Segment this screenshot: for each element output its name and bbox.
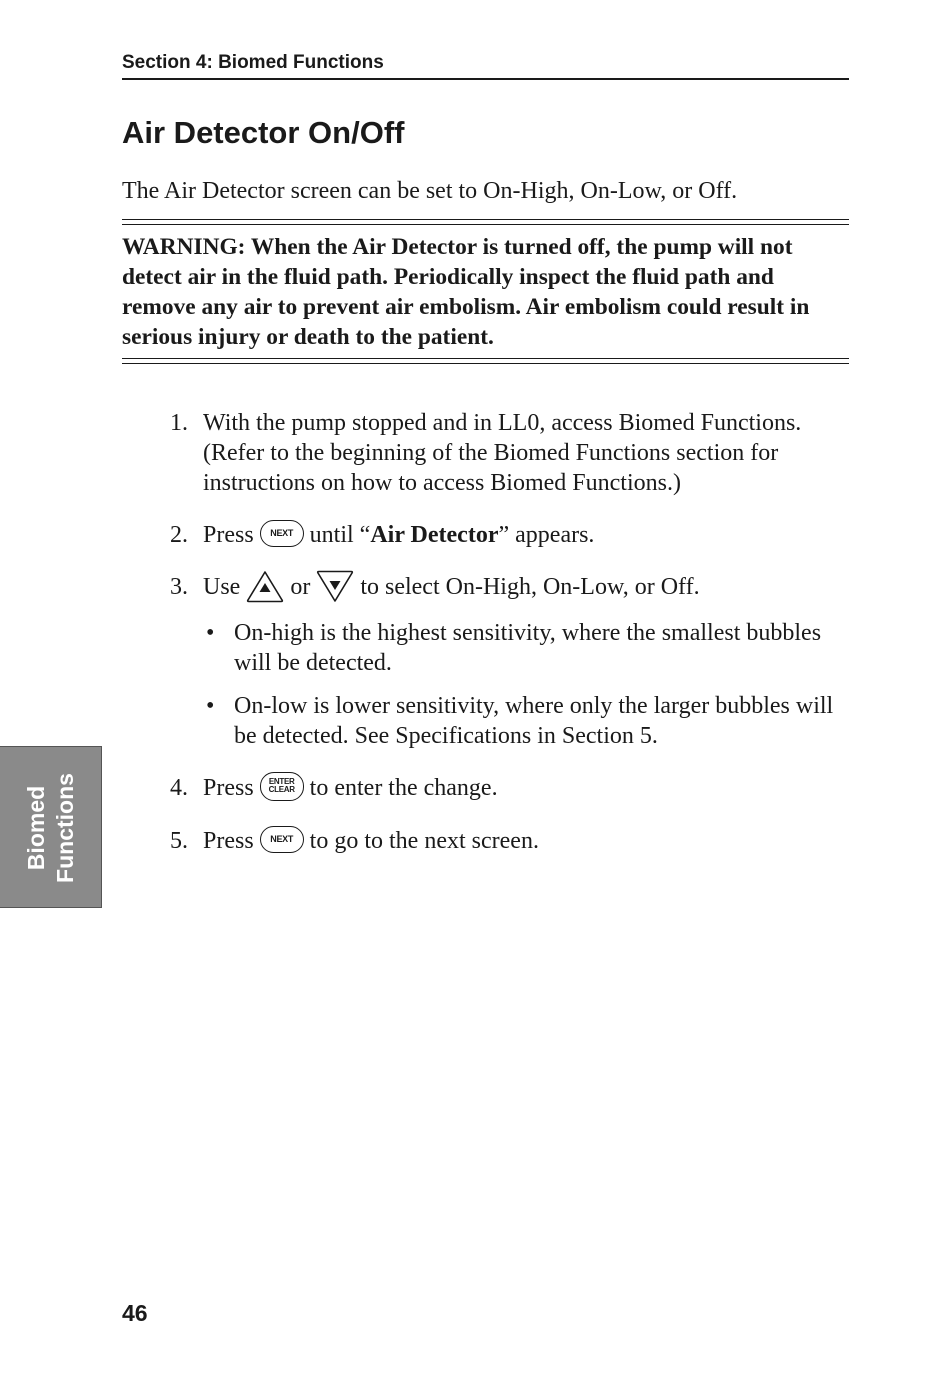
- side-tab-line-1: Biomed: [23, 785, 49, 871]
- clear-label: CLEAR: [268, 785, 295, 795]
- section-side-tab: [0, 746, 102, 908]
- side-tab-label: [22, 773, 80, 883]
- up-arrow-key-icon: [246, 570, 284, 603]
- bullet-dot: •: [206, 620, 215, 646]
- step-text-post: to select On-High, On-Low, or Off.: [360, 574, 700, 601]
- step-5: [170, 826, 860, 856]
- bullet-item: [203, 618, 860, 678]
- step-1: [170, 408, 860, 498]
- step-number: 2.: [170, 522, 188, 548]
- bullet-list: [203, 618, 860, 751]
- section-header: Section 4: Biomed Functions: [122, 52, 849, 80]
- enter-label: ENTER: [268, 777, 295, 787]
- step-text-pre: Press: [203, 775, 254, 801]
- step-text-mid: or: [290, 574, 311, 601]
- side-tab-line-2: Functions: [52, 773, 78, 883]
- bullet-dot: •: [206, 693, 215, 719]
- down-arrow-key-icon: [316, 570, 354, 603]
- step-2: [170, 520, 860, 550]
- step-4: [170, 773, 860, 804]
- step-text-mid: until “: [309, 522, 371, 548]
- screen-name: Air Detector: [370, 522, 499, 548]
- instruction-steps: [170, 408, 860, 878]
- next-key-icon: NEXT: [260, 826, 304, 853]
- intro-paragraph: The Air Detector screen can be set to On-High, On-Low, or Off.: [122, 178, 738, 204]
- bullet-text: On-high is the highest sensitivity, where the smallest bubbles will be detected.: [234, 620, 822, 676]
- step-number: 4.: [170, 775, 188, 801]
- bullet-text: On-low is lower sensitivity, where only the larger bubbles will be detected. See Specifications in Section 5.: [234, 693, 834, 749]
- page-number: 46: [122, 1300, 148, 1326]
- warning-top-rule: [122, 219, 849, 225]
- warning-bottom-rule: [122, 358, 849, 364]
- step-3: [170, 572, 860, 751]
- step-text-post: ” appears.: [498, 522, 595, 548]
- enter-clear-key-icon: [260, 772, 304, 801]
- step-text-pre: Press: [203, 827, 254, 854]
- page-title: Air Detector On/Off: [122, 115, 405, 150]
- bullet-item: [203, 691, 860, 751]
- step-number: 1.: [170, 410, 188, 436]
- step-text-post: to enter the change.: [309, 775, 498, 801]
- step-number: 5.: [170, 827, 188, 854]
- next-key-icon: NEXT: [260, 520, 304, 547]
- warning-text: WARNING: When the Air Detector is turned off, the pump will not detect air in the fluid path. Periodically inspect the fluid path and remove any air to prevent air embolism. Air embolism could result in serious injury or death to the patient.: [122, 234, 810, 350]
- step-text-post: to go to the next screen.: [309, 827, 539, 854]
- step-text-pre: Use: [203, 574, 241, 601]
- step-text-pre: Press: [203, 522, 254, 548]
- step-text: With the pump stopped and in LL0, access Biomed Functions. (Refer to the beginning of the Biomed Functions section for instructions on how to access Biomed Functions.): [203, 410, 802, 496]
- step-number: 3.: [170, 574, 188, 600]
